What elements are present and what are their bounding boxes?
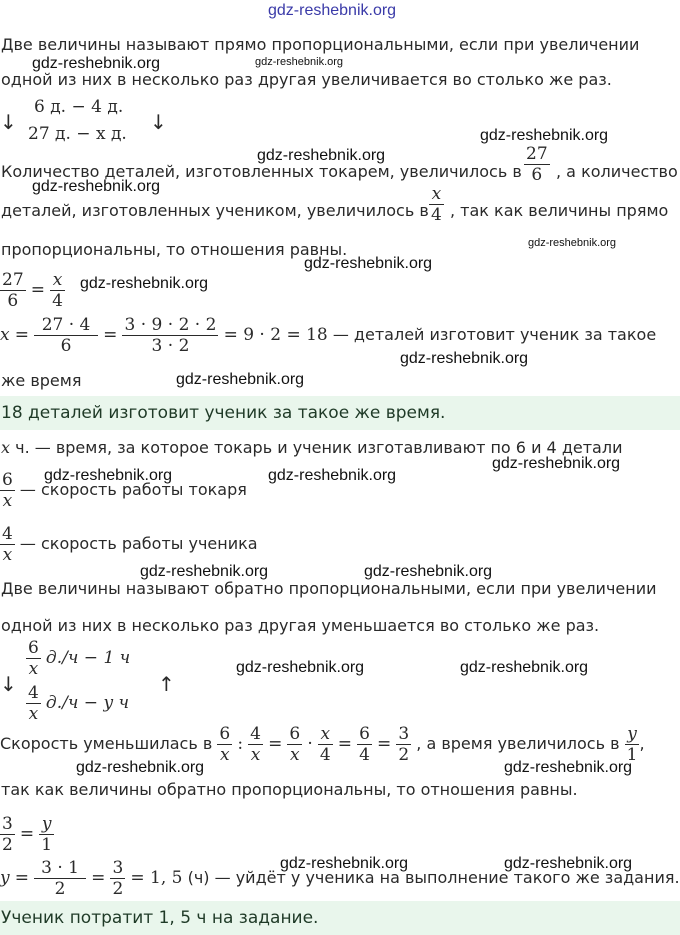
denominator: 6 [34, 335, 98, 356]
watermark: gdz-reshebnik.org [460, 659, 589, 676]
denominator: x [287, 744, 302, 765]
watermark: gdz-reshebnik.org [480, 127, 609, 144]
denominator: x [0, 490, 15, 511]
numerator: x [320, 724, 331, 744]
scheme-row [26, 638, 130, 679]
explanation-line: так как величины обратно пропорциональны, то отношения равны. [1, 780, 578, 799]
scheme-rest: д./ч − 1 ч [45, 648, 131, 668]
arrow-down-icon: ↓ [0, 110, 17, 134]
watermark: gdz-reshebnik.org [268, 467, 397, 484]
watermark: gdz-reshebnik.org [80, 275, 209, 292]
denominator: 4 [319, 745, 331, 765]
denominator: x [217, 744, 232, 765]
watermark: gdz-reshebnik.org [44, 467, 173, 484]
scheme-row: 6 д. − 4 д. [34, 97, 124, 117]
denominator: 4 [359, 745, 370, 765]
watermark: gdz-reshebnik.org [504, 759, 633, 776]
watermark: gdz-reshebnik.org [255, 56, 344, 68]
denominator: 2 [2, 835, 13, 855]
equation-tail: = 1, 5 [130, 868, 183, 888]
equals-sign: = [268, 734, 283, 754]
denominator: 2 [112, 879, 124, 899]
equation-text-cont: же время [1, 371, 82, 390]
denominator: 6 [524, 164, 550, 185]
denominator: 1 [626, 745, 638, 765]
numerator: x [431, 184, 442, 204]
numerator: 6 [219, 724, 231, 744]
watermark: gdz-reshebnik.org [528, 237, 617, 249]
equals-sign: = [91, 868, 106, 888]
denominator: 2 [398, 745, 410, 765]
speed-text: — скорость работы ученика [19, 534, 258, 553]
equation-text: — деталей изготовит ученик за такое [332, 325, 657, 344]
numerator: 4 [250, 724, 261, 744]
variable-x: x [1, 438, 11, 457]
denominator: x [26, 703, 41, 724]
equation-tail: = 9 · 2 = 18 [223, 325, 328, 345]
numerator: 3 [2, 814, 13, 834]
watermark: gdz-reshebnik.org [257, 147, 386, 164]
denominator: 4 [52, 291, 63, 311]
denominator: x [0, 544, 15, 565]
speed-student [0, 524, 258, 565]
watermark: gdz-reshebnik.org [76, 759, 205, 776]
watermark-top[interactable]: gdz-reshebnik.org [268, 2, 397, 19]
arrow-down-icon: ↓ [0, 672, 17, 696]
scheme-row: 27 д. − x д. [28, 124, 127, 144]
numerator: 6 [2, 470, 13, 490]
explanation-text: , а время увеличилось в [416, 734, 620, 753]
denominator: x [248, 744, 263, 765]
denominator: 1 [41, 835, 53, 855]
variable-x: x [0, 325, 10, 345]
numerator: 6 [289, 724, 301, 744]
explanation-text: , а количество [556, 162, 678, 181]
numerator: 3 [112, 858, 124, 878]
equals-sign: = [103, 325, 118, 345]
answer-text: Ученик потратит 1, 5 ч на задание. [1, 908, 319, 928]
fraction [524, 144, 550, 185]
arrow-down-icon: ↓ [150, 110, 167, 134]
numerator: 4 [2, 524, 13, 544]
variable-y: y [0, 868, 10, 888]
numerator: 27 [2, 270, 24, 290]
watermark: gdz-reshebnik.org [504, 855, 633, 872]
equation-proportion [0, 814, 54, 855]
numerator: y [41, 814, 52, 834]
equation-solution [0, 315, 656, 356]
numerator: 3 · 1 [41, 858, 79, 878]
numerator: 3 [398, 724, 410, 744]
equals-sign: = [337, 734, 352, 754]
watermark: gdz-reshebnik.org [364, 563, 493, 580]
equals-sign: = [30, 280, 45, 300]
watermark: gdz-reshebnik.org [400, 350, 529, 367]
answer-box [0, 396, 680, 430]
definition-inverse-line1: Две величины называют обратно пропорциональными, если при увеличении [1, 579, 657, 598]
explanation-inverse: Скорость уменьшилась в $\frac{6}{x}$ : $\frac{4}{x}$ = $\frac{6}{x}$ · $\frac{x}{4}$ = $\frac{6}{4}$ = $\frac{3}{2}$ , а время увеличилось в $\frac{y}{1}$ , [0, 724, 645, 765]
explanation-text: , так как величины прямо [450, 201, 669, 220]
fraction [429, 184, 444, 225]
equals-sign: = [377, 734, 392, 754]
numerator: 4 [28, 683, 39, 703]
numerator: 3 · 9 · 2 · 2 [124, 315, 217, 335]
numerator: 6 [359, 724, 370, 744]
watermark: gdz-reshebnik.org [32, 55, 161, 72]
watermark: gdz-reshebnik.org [280, 855, 409, 872]
definition-direct-line2: одной из них в несколько раз другая увеличивается во столько же раз. [1, 70, 612, 89]
scheme-rest: д./ч − y ч [45, 693, 130, 713]
equation-text: (ч) — уйдёт у ученика на выполнение такого же задания. [187, 868, 680, 887]
intro-text: ч. — время, за которое токарь и ученик изготавливают по 6 и 4 детали [15, 438, 623, 457]
explanation-text: Количество деталей, изготовленных токарем, увеличилось в [1, 162, 522, 181]
watermark: gdz-reshebnik.org [304, 255, 433, 272]
numerator: 27 · 4 [41, 315, 91, 335]
equation-proportion [0, 270, 65, 311]
equals-sign: = [14, 325, 29, 345]
denominator: x [26, 658, 41, 679]
answer-text: 18 деталей изготовит ученик за такое же время. [1, 403, 446, 423]
denominator: 4 [431, 205, 442, 225]
explanation-text: Скорость уменьшилась в [0, 734, 213, 753]
scheme-row [26, 683, 129, 724]
equals-sign: = [19, 824, 35, 844]
numerator: x [52, 270, 63, 290]
watermark: gdz-reshebnik.org [492, 455, 621, 472]
watermark: gdz-reshebnik.org [32, 178, 161, 195]
denominator: 2 [34, 878, 86, 899]
watermark: gdz-reshebnik.org [176, 371, 305, 388]
numerator: y [627, 724, 637, 744]
multiply-sign: · [307, 734, 313, 754]
definition-direct-line1: Две величины называют прямо пропорциональными, если при увеличении [1, 35, 640, 54]
explanation-line: деталей, изготовленных учеником, увеличилось в [1, 201, 429, 220]
divide-sign: : [237, 734, 244, 754]
denominator: 3 · 2 [122, 335, 218, 356]
answer-box [0, 901, 680, 935]
numerator: 27 [526, 144, 548, 164]
watermark: gdz-reshebnik.org [236, 659, 365, 676]
definition-inverse-line2: одной из них в несколько раз другая уменьшается во столько же раз. [1, 616, 600, 635]
denominator: 6 [0, 290, 26, 311]
speed-text: — скорость работы токаря [19, 480, 247, 499]
arrow-up-icon: ↑ [158, 672, 175, 696]
equals-sign: = [14, 868, 29, 888]
watermark: gdz-reshebnik.org [140, 563, 269, 580]
explanation-line: пропорциональны, то отношения равны. [1, 240, 348, 259]
numerator: 6 [28, 638, 39, 658]
